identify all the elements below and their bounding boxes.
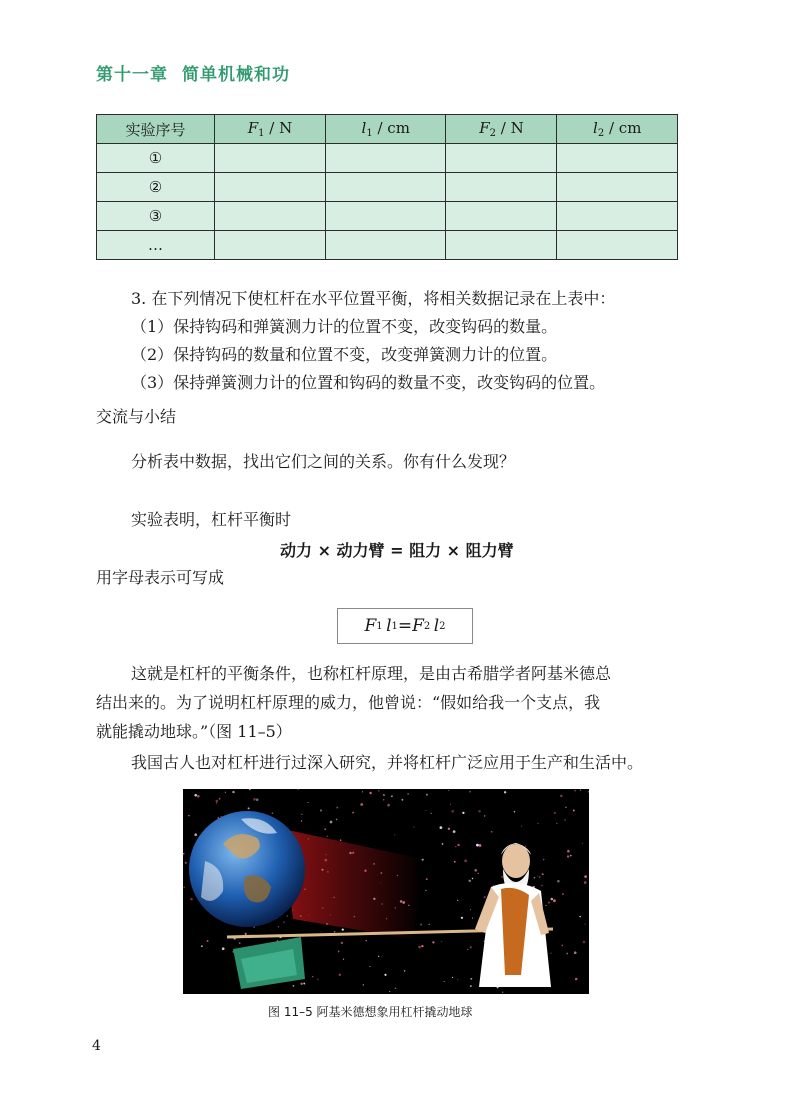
table-cell [326, 231, 446, 260]
table-row [97, 202, 678, 231]
table-cell: ② [97, 173, 215, 202]
archimedes-lever-illustration [183, 789, 589, 994]
conclusion-intro: 实验表明，杠杆平衡时 [131, 510, 292, 529]
table-cell [326, 173, 446, 202]
table-cell: ③ [97, 202, 215, 231]
table-cell [557, 173, 678, 202]
experiment-data-table [96, 114, 678, 260]
paragraph-line: 我国古人也对杠杆进行过深入研究，并将杠杆广泛应用于生产和生活中。 [131, 753, 644, 772]
chapter-header [96, 60, 290, 85]
table-cell [446, 202, 557, 231]
table-row [97, 144, 678, 173]
paragraph-line: 这就是杠杆的平衡条件，也称杠杆原理，是由古希腊学者阿基米德总 [131, 664, 612, 683]
table-cell: ① [97, 144, 215, 173]
column-header-f2: $F_2$ / N [446, 115, 557, 144]
table-cell [557, 144, 678, 173]
table-cell [326, 144, 446, 173]
column-header-trial: 实验序号 [97, 115, 215, 144]
column-header-f1: $F_1$ / N [215, 115, 326, 144]
table-cell [215, 144, 326, 173]
table-cell [446, 144, 557, 173]
paragraph-line: 结出来的。为了说明杠杆原理的威力，他曾说：“假如给我一个支点，我 [96, 693, 601, 712]
step-item-2: （2）保持钩码的数量和位置不变，改变弹簧测力计的位置。 [131, 345, 558, 364]
step-item-3: （3）保持弹簧测力计的位置和钩码的数量不变，改变钩码的位置。 [131, 373, 606, 392]
page-number: 4 [92, 1038, 101, 1054]
table-cell [326, 202, 446, 231]
archimedes-lever-svg [183, 789, 589, 994]
table-cell: … [97, 231, 215, 260]
letters-intro: 用字母表示可写成 [96, 568, 225, 587]
lever-law-words: 动力 × 动力臂 = 阻力 × 阻力臂 [280, 541, 514, 560]
table-row [97, 173, 678, 202]
table-header-row [97, 115, 678, 144]
section-heading: 交流与小结 [96, 407, 177, 426]
table-cell [557, 202, 678, 231]
step-item-1: （1）保持钩码和弹簧测力计的位置不变，改变钩码的数量。 [131, 317, 558, 336]
table-row [97, 231, 678, 260]
lever-formula-box: F 1 l 1 = F 2 l 2 [337, 608, 473, 644]
chapter-number: 第十一章 [96, 65, 168, 85]
table-cell [215, 173, 326, 202]
analysis-question: 分析表中数据，找出它们之间的关系。你有什么发现？ [131, 452, 516, 471]
chapter-title: 简单机械和功 [182, 65, 290, 85]
figure-caption: 图 11–5 阿基米德想象用杠杆撬动地球 [268, 1005, 473, 1019]
table-cell [446, 173, 557, 202]
paragraph-line: 就能撬动地球。”（图 11–5） [96, 722, 292, 741]
column-header-l1: $l_1$ / cm [326, 115, 446, 144]
table-cell [215, 202, 326, 231]
table-cell [215, 231, 326, 260]
column-header-l2: $l_2$ / cm [557, 115, 678, 144]
step-intro: 3. 在下列情况下使杠杆在水平位置平衡，将相关数据记录在上表中： [131, 289, 616, 308]
table-cell [446, 231, 557, 260]
table-cell [557, 231, 678, 260]
